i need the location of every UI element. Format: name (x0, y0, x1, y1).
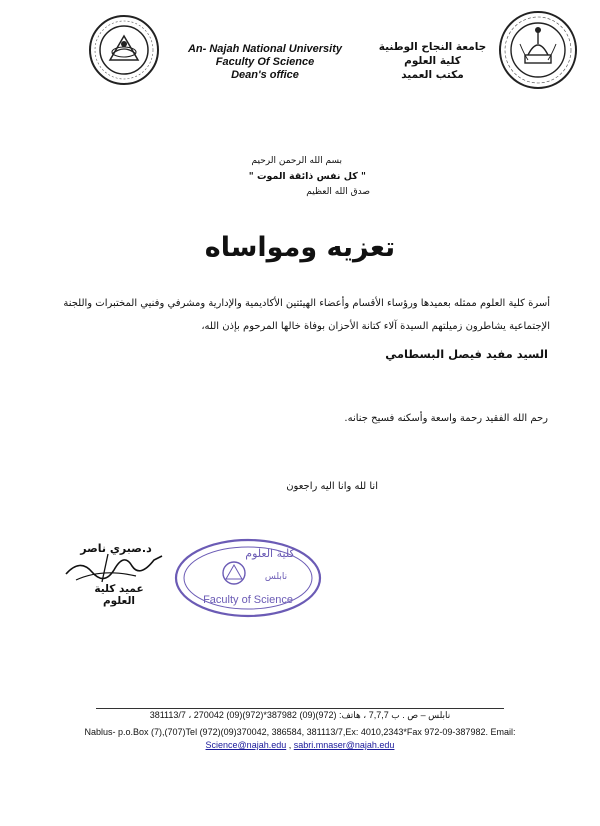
condolence-paragraph: أسرة كلية العلوم ممثله بعميدها ورؤساء الأقسام وأعضاء الهيئتين الأكاديمية والإدارية ومشرفي وفنيي المختبرات واللجنة الإجتماعية يشاطرون زميلتهم السيدة آلاء كتانة الأحزان بوفاة خالها المرحوم بإذن الله، (63, 298, 550, 332)
faculty-stamp (172, 535, 324, 621)
email-link-science[interactable]: Science@najah.edu (205, 740, 287, 750)
university-seal-logo (88, 14, 160, 86)
university-name-english: An- Najah National University (187, 43, 343, 55)
stamp-english: Faculty of Science (203, 594, 293, 606)
handwritten-signature (62, 546, 166, 586)
basmala: بسم الله الرحمن الرحيم (251, 156, 342, 166)
stamp-arabic-top: كلية العلوم (245, 547, 295, 560)
footer-divider (96, 708, 504, 709)
faculty-name-arabic: كلية العلوم (404, 55, 461, 67)
verse-closing: صدق الله العظيم (306, 187, 370, 197)
footer-emails (0, 740, 600, 750)
footer-english-contact: Nablus- p.o.Box (7),(707)Tel (972)(09)370042, 386584, 381113/7,Ex: 4010,2343*Fax 972-09-387982. Email: (84, 727, 516, 737)
office-name-arabic: مكتب العميد (401, 69, 464, 81)
stamp-arabic-city: نابلس (264, 572, 288, 582)
university-name-arabic: جامعة النجاح الوطنية (378, 41, 487, 53)
signer-title: عميد كلية العلوم (94, 583, 144, 607)
email-separator: , (286, 740, 294, 750)
office-name-english: Dean's office (231, 69, 299, 81)
email-link-dean[interactable]: sabri.mnaser@najah.edu (293, 740, 395, 750)
closing-phrase: انا لله وانا اليه راجعون (286, 481, 378, 492)
signer-name: د.صبري ناصر (80, 542, 152, 555)
university-emblem-logo (498, 10, 578, 90)
deceased-name: السيد مفيد فيصل البسطامي (385, 347, 548, 361)
page-title: تعزيه ومواساه (204, 232, 396, 263)
footer-arabic-contact: نابلس – ص . ب 7,7,7 ، هاتف: (972)(09) 387982*(972)(09) 270042 ، 381113/7 (149, 710, 451, 720)
faculty-name-english: Faculty Of Science (215, 56, 315, 68)
mercy-prayer: رحم الله الفقيد رحمة واسعة وأسكنه فسيح جنانه. (344, 413, 548, 424)
quran-verse: " كل نفس ذائقة الموت " (248, 171, 366, 182)
